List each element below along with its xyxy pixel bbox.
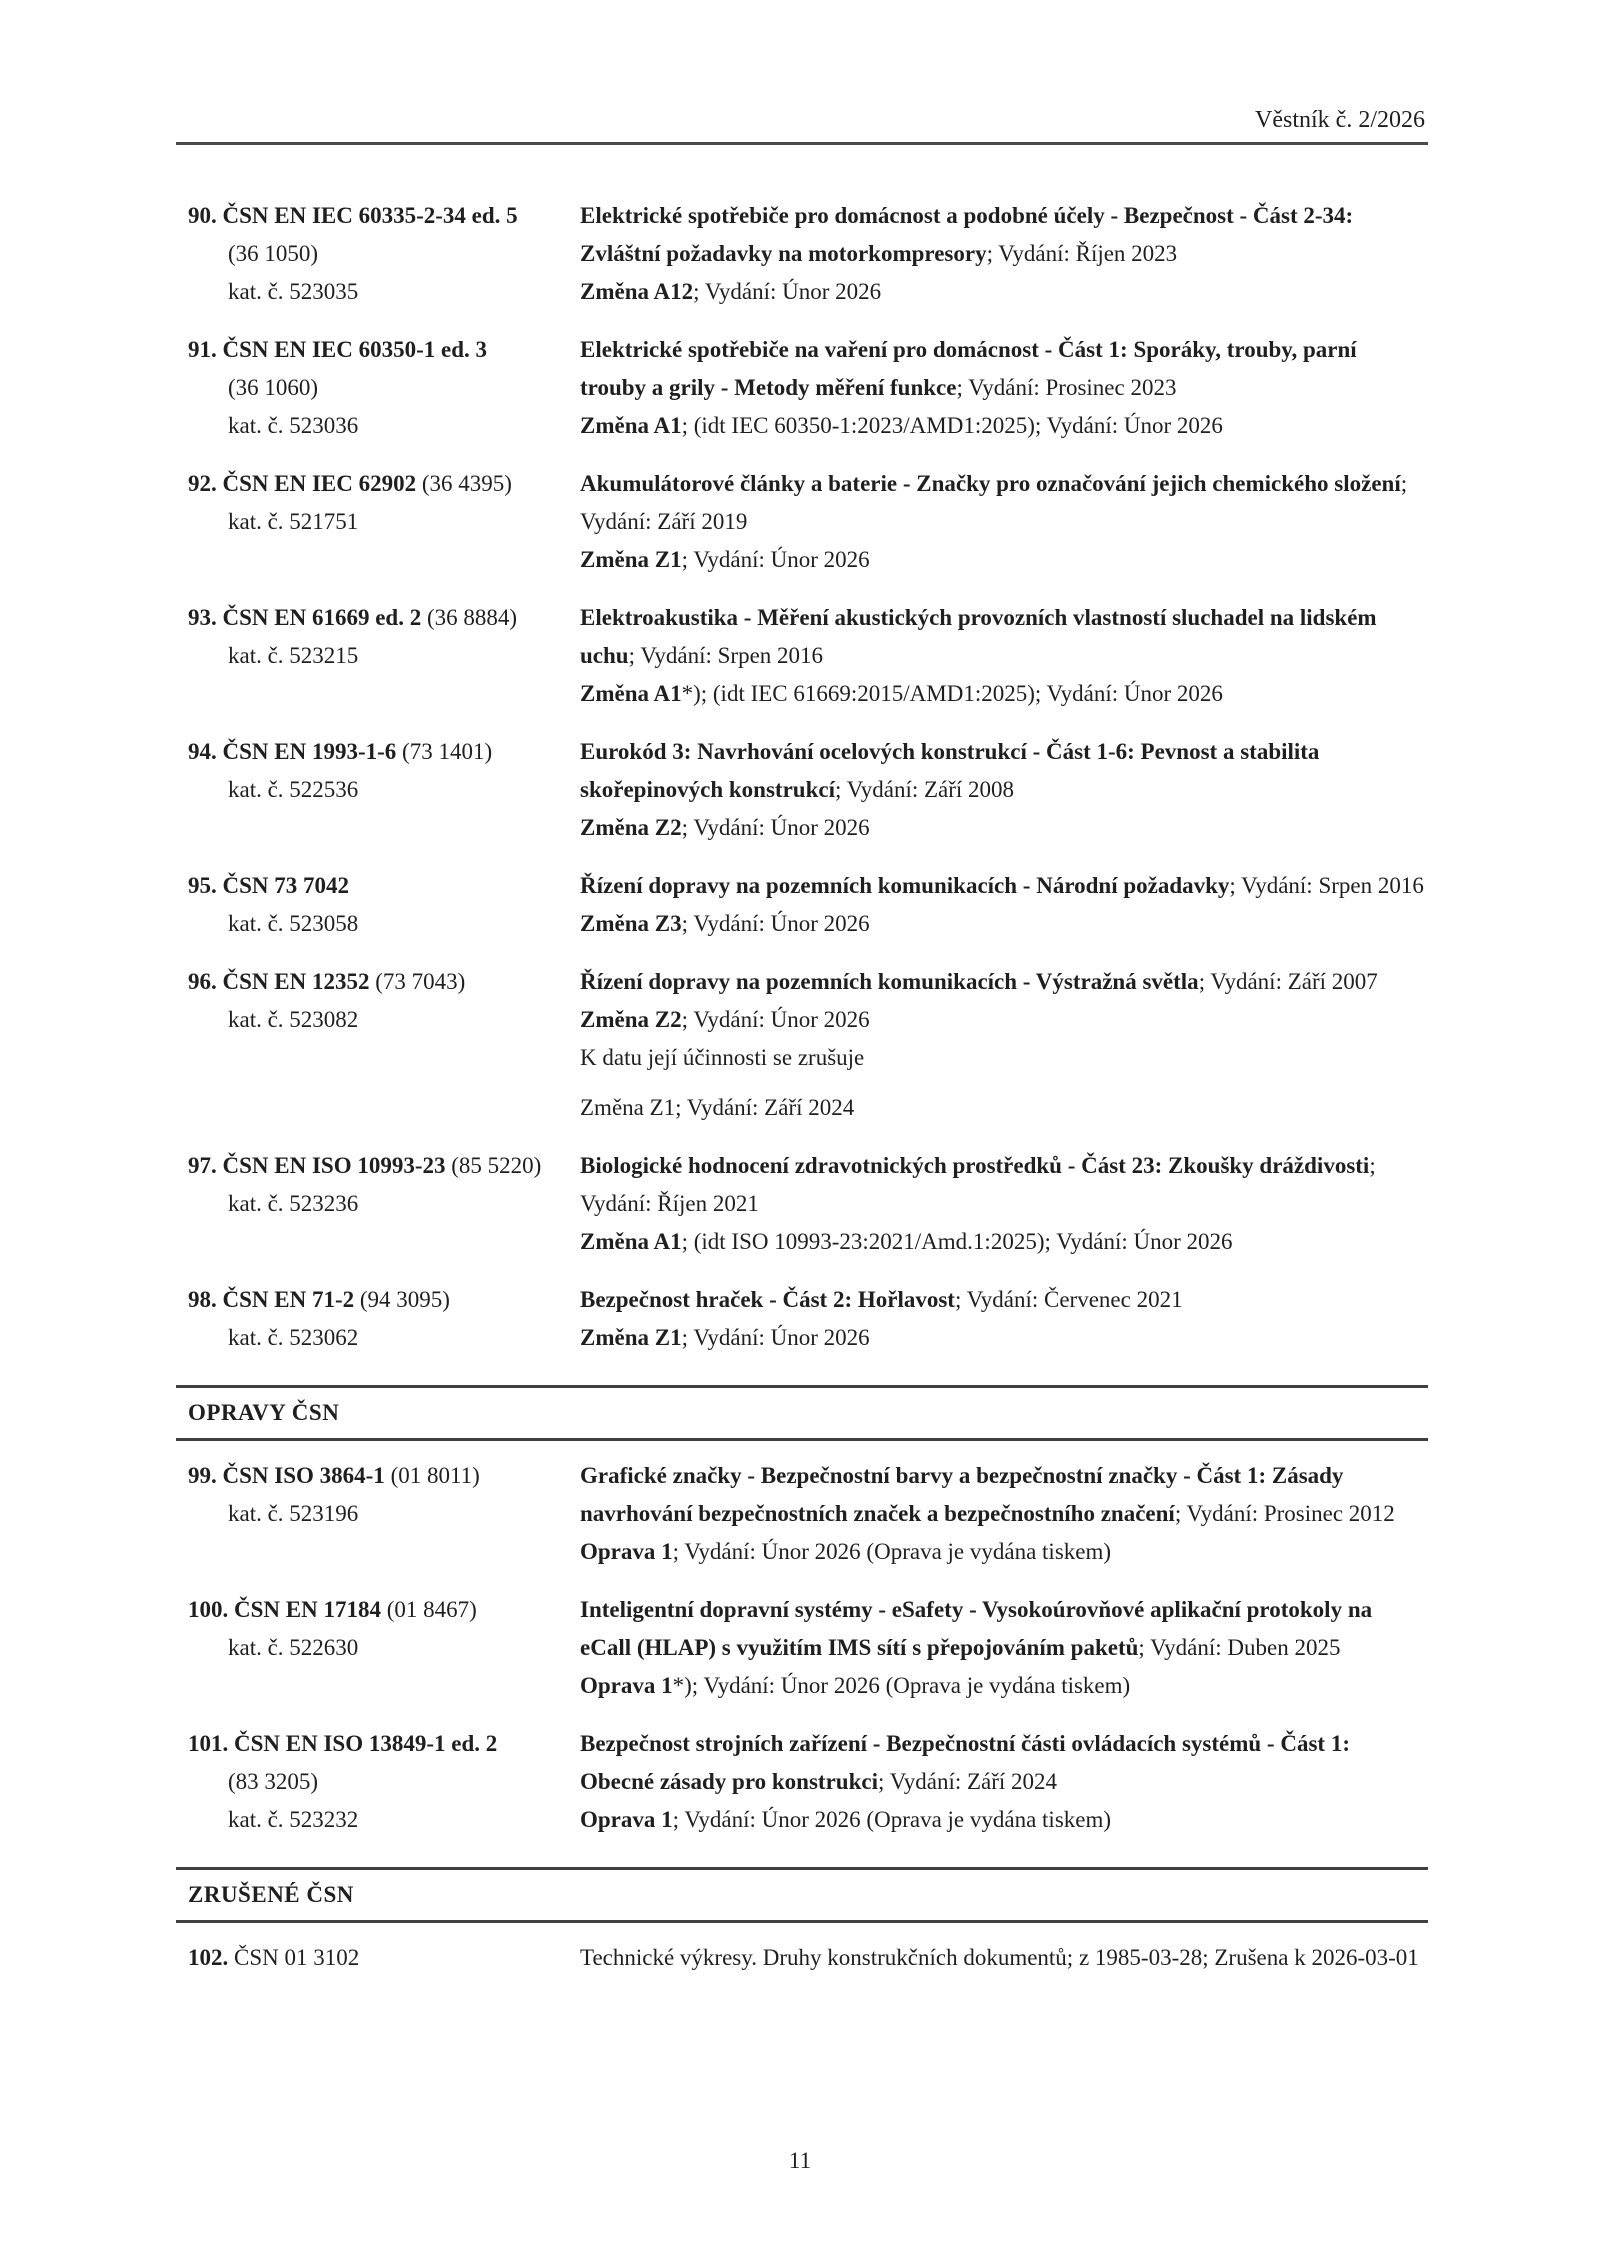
section-heading-zrusene-csn — [176, 1867, 1428, 1923]
bold-text: Bezpečnost hraček - Část 2: Hořlavost — [580, 1287, 955, 1312]
bold-text: Změna Z2 — [580, 1007, 682, 1032]
entry-details — [580, 963, 1428, 1127]
bold-text: 94. ČSN EN 1993-1-6 — [188, 739, 397, 764]
standard-entry — [176, 197, 1428, 311]
standard-entry — [176, 331, 1428, 445]
text-line — [580, 809, 1428, 847]
regular-text: Změna Z1; Vydání: Září 2024 — [580, 1095, 855, 1120]
text-line — [188, 331, 580, 369]
page-number: 11 — [788, 2148, 812, 2173]
entry-details — [580, 1457, 1428, 1571]
bold-text: Změna A1 — [580, 413, 682, 438]
bold-text: Změna A1 — [580, 681, 682, 706]
bold-text: Změna Z1 — [580, 1325, 682, 1350]
standards-list — [176, 197, 1428, 1977]
bold-text: Inteligentní dopravní systémy - eSafety - Vysokoúrovňové aplikační protokoly na eCall (HLAP) s využitím IMS sítí s přepojováním paketů — [580, 1597, 1373, 1660]
entry-details — [580, 1281, 1428, 1357]
standard-entry — [176, 963, 1428, 1127]
regular-text: kat. č. 521751 — [228, 509, 359, 534]
text-line — [580, 733, 1428, 809]
bold-text: 100. ČSN EN 17184 — [188, 1597, 381, 1622]
standard-entry — [176, 1939, 1428, 1977]
text-line — [188, 273, 580, 311]
regular-text: ; Vydání: Září 2007 — [1198, 969, 1378, 994]
text-line — [188, 1457, 580, 1495]
regular-text: (83 3205) — [228, 1769, 319, 1794]
entry-designation — [188, 733, 580, 847]
text-line — [188, 771, 580, 809]
text-line — [580, 599, 1428, 675]
regular-text: (36 8884) — [421, 605, 518, 630]
regular-text: ; Vydání: Červenec 2021 — [954, 1287, 1183, 1312]
text-line — [188, 637, 580, 675]
text-line — [580, 407, 1428, 445]
regular-text: ČSN 01 3102 — [228, 1945, 360, 1970]
bold-text: Bezpečnost strojních zařízení - Bezpečnostní části ovládacích systémů - Část 1: Obecné zásady pro konstrukci — [580, 1731, 1350, 1794]
regular-text: ; Vydání: Únor 2026 — [681, 911, 870, 936]
text-line — [188, 465, 580, 503]
page-header-title: Věstník č. 2/2026 — [1255, 107, 1425, 133]
regular-text: ; Vydání: Říjen 2023 — [986, 241, 1178, 266]
regular-text: (85 5220) — [445, 1153, 542, 1178]
regular-text: ; Vydání: Září 2008 — [834, 777, 1015, 802]
bold-text: Elektrické spotřebiče pro domácnost a podobné účely - Bezpečnost - Část 2-34: Zvláštní požadavky na motorkompresory — [580, 203, 1354, 266]
entry-details — [580, 331, 1428, 445]
text-line — [580, 905, 1428, 943]
text-line — [580, 1667, 1428, 1705]
bold-text: Řízení dopravy na pozemních komunikacích - Národní požadavky — [580, 873, 1230, 898]
text-line — [188, 407, 580, 445]
text-line — [188, 867, 580, 905]
entry-details — [580, 867, 1428, 943]
entry-details — [580, 733, 1428, 847]
entry-details — [580, 1147, 1428, 1261]
text-line — [188, 1147, 580, 1185]
entry-details — [580, 197, 1428, 311]
text-line — [188, 369, 580, 407]
bold-text: Řízení dopravy na pozemních komunikacích - Výstražná světla — [580, 969, 1199, 994]
text-line — [188, 1319, 580, 1357]
bold-text: 99. ČSN ISO 3864-1 — [188, 1463, 385, 1488]
text-line — [580, 1939, 1428, 1977]
regular-text: ; (idt IEC 60350-1:2023/AMD1:2025); Vydání: Únor 2026 — [681, 413, 1223, 438]
bold-text: 91. ČSN EN IEC 60350-1 ed. 3 — [188, 337, 488, 362]
text-line — [580, 465, 1428, 541]
bold-text: Grafické značky - Bezpečnostní barvy a bezpečnostní značky - Část 1: Zásady navrhování bezpečnostních značek a bezpečnostního značení — [580, 1463, 1344, 1526]
entry-designation — [188, 963, 580, 1127]
bold-text: Akumulátorové články a baterie - Značky pro označování jejich chemického složení — [580, 471, 1401, 496]
text-line — [580, 1039, 1428, 1077]
text-line — [580, 1147, 1428, 1223]
text-line — [188, 1001, 580, 1039]
regular-text: ; Vydání: Září 2019 — [580, 471, 1408, 534]
standard-entry — [176, 1147, 1428, 1261]
regular-text: (01 8011) — [384, 1463, 480, 1488]
entry-details — [580, 465, 1428, 579]
regular-text: ; Vydání: Únor 2026 — [681, 547, 870, 572]
regular-text: (36 1050) — [228, 241, 319, 266]
text-line — [188, 503, 580, 541]
regular-text: ; Vydání: Září 2024 — [877, 1769, 1058, 1794]
bold-text: 101. ČSN EN ISO 13849-1 ed. 2 — [188, 1731, 498, 1756]
text-line — [580, 1533, 1428, 1571]
text-line — [188, 1939, 580, 1977]
entry-details — [580, 1591, 1428, 1705]
regular-text: ; Vydání: Únor 2026 — [681, 1325, 870, 1350]
standard-entry — [176, 733, 1428, 847]
regular-text: kat. č. 523196 — [228, 1501, 359, 1526]
section-heading-opravy-csn — [176, 1385, 1428, 1441]
regular-text: (36 1060) — [228, 375, 319, 400]
regular-text: ; Vydání: Srpen 2016 — [1229, 873, 1424, 898]
regular-text: ; Vydání: Duben 2025 — [1138, 1635, 1341, 1660]
text-line — [580, 331, 1428, 407]
bold-text: Změna A12 — [580, 279, 694, 304]
entry-designation — [188, 1147, 580, 1261]
text-line — [580, 675, 1428, 713]
bold-text: Změna Z1 — [580, 547, 682, 572]
entry-designation — [188, 599, 580, 713]
text-line — [580, 197, 1428, 273]
regular-text: *); (idt IEC 61669:2015/AMD1:2025); Vydání: Únor 2026 — [681, 681, 1223, 706]
regular-text: kat. č. 523082 — [228, 1007, 359, 1032]
entry-designation — [188, 331, 580, 445]
bold-text: Elektroakustika - Měření akustických provozních vlastností sluchadel na lidském uchu — [580, 605, 1377, 668]
entry-details — [580, 1725, 1428, 1839]
regular-text: kat. č. 523232 — [228, 1807, 359, 1832]
regular-text: kat. č. 523236 — [228, 1191, 359, 1216]
regular-text: (36 4395) — [416, 471, 512, 496]
text-line — [188, 1629, 580, 1667]
entry-details — [580, 1939, 1428, 1977]
text-line — [580, 1001, 1428, 1039]
text-line — [580, 963, 1428, 1001]
text-line — [580, 1801, 1428, 1839]
regular-text: K datu její účinnosti se zrušuje — [580, 1045, 865, 1070]
bold-text: 95. ČSN 73 7042 — [188, 873, 350, 898]
entry-designation — [188, 1457, 580, 1571]
text-line — [188, 235, 580, 273]
bold-text: Oprava 1 — [580, 1673, 673, 1698]
bold-text: Eurokód 3: Navrhování ocelových konstrukcí - Část 1-6: Pevnost a stabilita skořepinových konstrukcí — [580, 739, 1320, 802]
text-line — [188, 1725, 580, 1763]
regular-text: (01 8467) — [380, 1597, 477, 1622]
entry-designation — [188, 465, 580, 579]
entry-designation — [188, 1725, 580, 1839]
text-line — [188, 905, 580, 943]
text-line — [188, 733, 580, 771]
text-line — [580, 1319, 1428, 1357]
bold-text: Změna Z2 — [580, 815, 682, 840]
text-line — [580, 867, 1428, 905]
regular-text: ; Vydání: Únor 2026 — [681, 815, 870, 840]
bold-text: Změna Z3 — [580, 911, 682, 936]
regular-text: ; Vydání: Prosinec 2012 — [1174, 1501, 1395, 1526]
text-line — [188, 1801, 580, 1839]
regular-text: ; Vydání: Říjen 2021 — [580, 1153, 1376, 1216]
bold-text: 97. ČSN EN ISO 10993-23 — [188, 1153, 446, 1178]
text-line — [580, 1725, 1428, 1801]
bold-text: 90. ČSN EN IEC 60335-2-34 ed. 5 — [188, 203, 518, 228]
text-line — [188, 1763, 580, 1801]
text-line — [580, 1457, 1428, 1533]
entry-designation — [188, 1591, 580, 1705]
bold-text: 102. — [188, 1945, 229, 1970]
bold-text: 96. ČSN EN 12352 — [188, 969, 370, 994]
regular-text: (73 1401) — [396, 739, 493, 764]
bold-text: 92. ČSN EN IEC 62902 — [188, 471, 417, 496]
section-heading-label: ZRUŠENÉ ČSN — [188, 1882, 354, 1907]
text-line — [580, 1591, 1428, 1667]
regular-text: (94 3095) — [354, 1287, 450, 1312]
text-line — [580, 541, 1428, 579]
standard-entry — [176, 1457, 1428, 1571]
regular-text: kat. č. 523062 — [228, 1325, 359, 1350]
text-line — [580, 1089, 1428, 1127]
text-line — [188, 599, 580, 637]
regular-text: kat. č. 523215 — [228, 643, 359, 668]
bold-text: Oprava 1 — [580, 1807, 673, 1832]
regular-text: (73 7043) — [369, 969, 466, 994]
text-line — [188, 1591, 580, 1629]
regular-text: kat. č. 523058 — [228, 911, 359, 936]
regular-text: ; Vydání: Únor 2026 (Oprava je vydána tiskem) — [672, 1807, 1112, 1832]
text-line — [188, 1495, 580, 1533]
regular-text: Technické výkresy. Druhy konstrukčních dokumentů; z 1985-03-28; Zrušena k 2026-03-01 — [580, 1945, 1419, 1970]
entry-designation — [188, 1939, 580, 1977]
standard-entry — [176, 1281, 1428, 1357]
header-rule — [176, 142, 1428, 145]
bold-text: 93. ČSN EN 61669 ed. 2 — [188, 605, 422, 630]
text-line — [188, 197, 580, 235]
bold-text: Oprava 1 — [580, 1539, 673, 1564]
entry-details — [580, 599, 1428, 713]
section-heading-label: OPRAVY ČSN — [188, 1400, 340, 1425]
bold-text: Biologické hodnocení zdravotnických prostředků - Část 23: Zkoušky dráždivosti — [580, 1153, 1370, 1178]
text-line — [188, 963, 580, 1001]
text-line — [580, 273, 1428, 311]
regular-text: ; Vydání: Únor 2026 (Oprava je vydána tiskem) — [672, 1539, 1112, 1564]
regular-text: ; (idt ISO 10993-23:2021/Amd.1:2025); Vydání: Únor 2026 — [681, 1229, 1233, 1254]
bold-text: 98. ČSN EN 71-2 — [188, 1287, 355, 1312]
text-line — [188, 1281, 580, 1319]
entry-designation — [188, 1281, 580, 1357]
regular-text: ; Vydání: Únor 2026 — [681, 1007, 870, 1032]
standard-entry — [176, 1591, 1428, 1705]
text-line — [580, 1281, 1428, 1319]
regular-text: kat. č. 523036 — [228, 413, 359, 438]
regular-text: kat. č. 523035 — [228, 279, 359, 304]
standard-entry — [176, 867, 1428, 943]
entry-designation — [188, 197, 580, 311]
regular-text: ; Vydání: Únor 2026 — [693, 279, 882, 304]
bold-text: Změna A1 — [580, 1229, 682, 1254]
regular-text: ; Vydání: Prosinec 2023 — [956, 375, 1177, 400]
regular-text: kat. č. 522536 — [228, 777, 359, 802]
bold-text: Elektrické spotřebiče na vaření pro domácnost - Část 1: Sporáky, trouby, parní trouby a grily - Metody měření funkce — [580, 337, 1357, 400]
standard-entry — [176, 599, 1428, 713]
text-line — [580, 1223, 1428, 1261]
text-line — [188, 1185, 580, 1223]
standard-entry — [176, 465, 1428, 579]
regular-text: *); Vydání: Únor 2026 (Oprava je vydána tiskem) — [672, 1673, 1131, 1698]
entry-designation — [188, 867, 580, 943]
standard-entry — [176, 1725, 1428, 1839]
regular-text: ; Vydání: Srpen 2016 — [628, 643, 824, 668]
regular-text: kat. č. 522630 — [228, 1635, 359, 1660]
